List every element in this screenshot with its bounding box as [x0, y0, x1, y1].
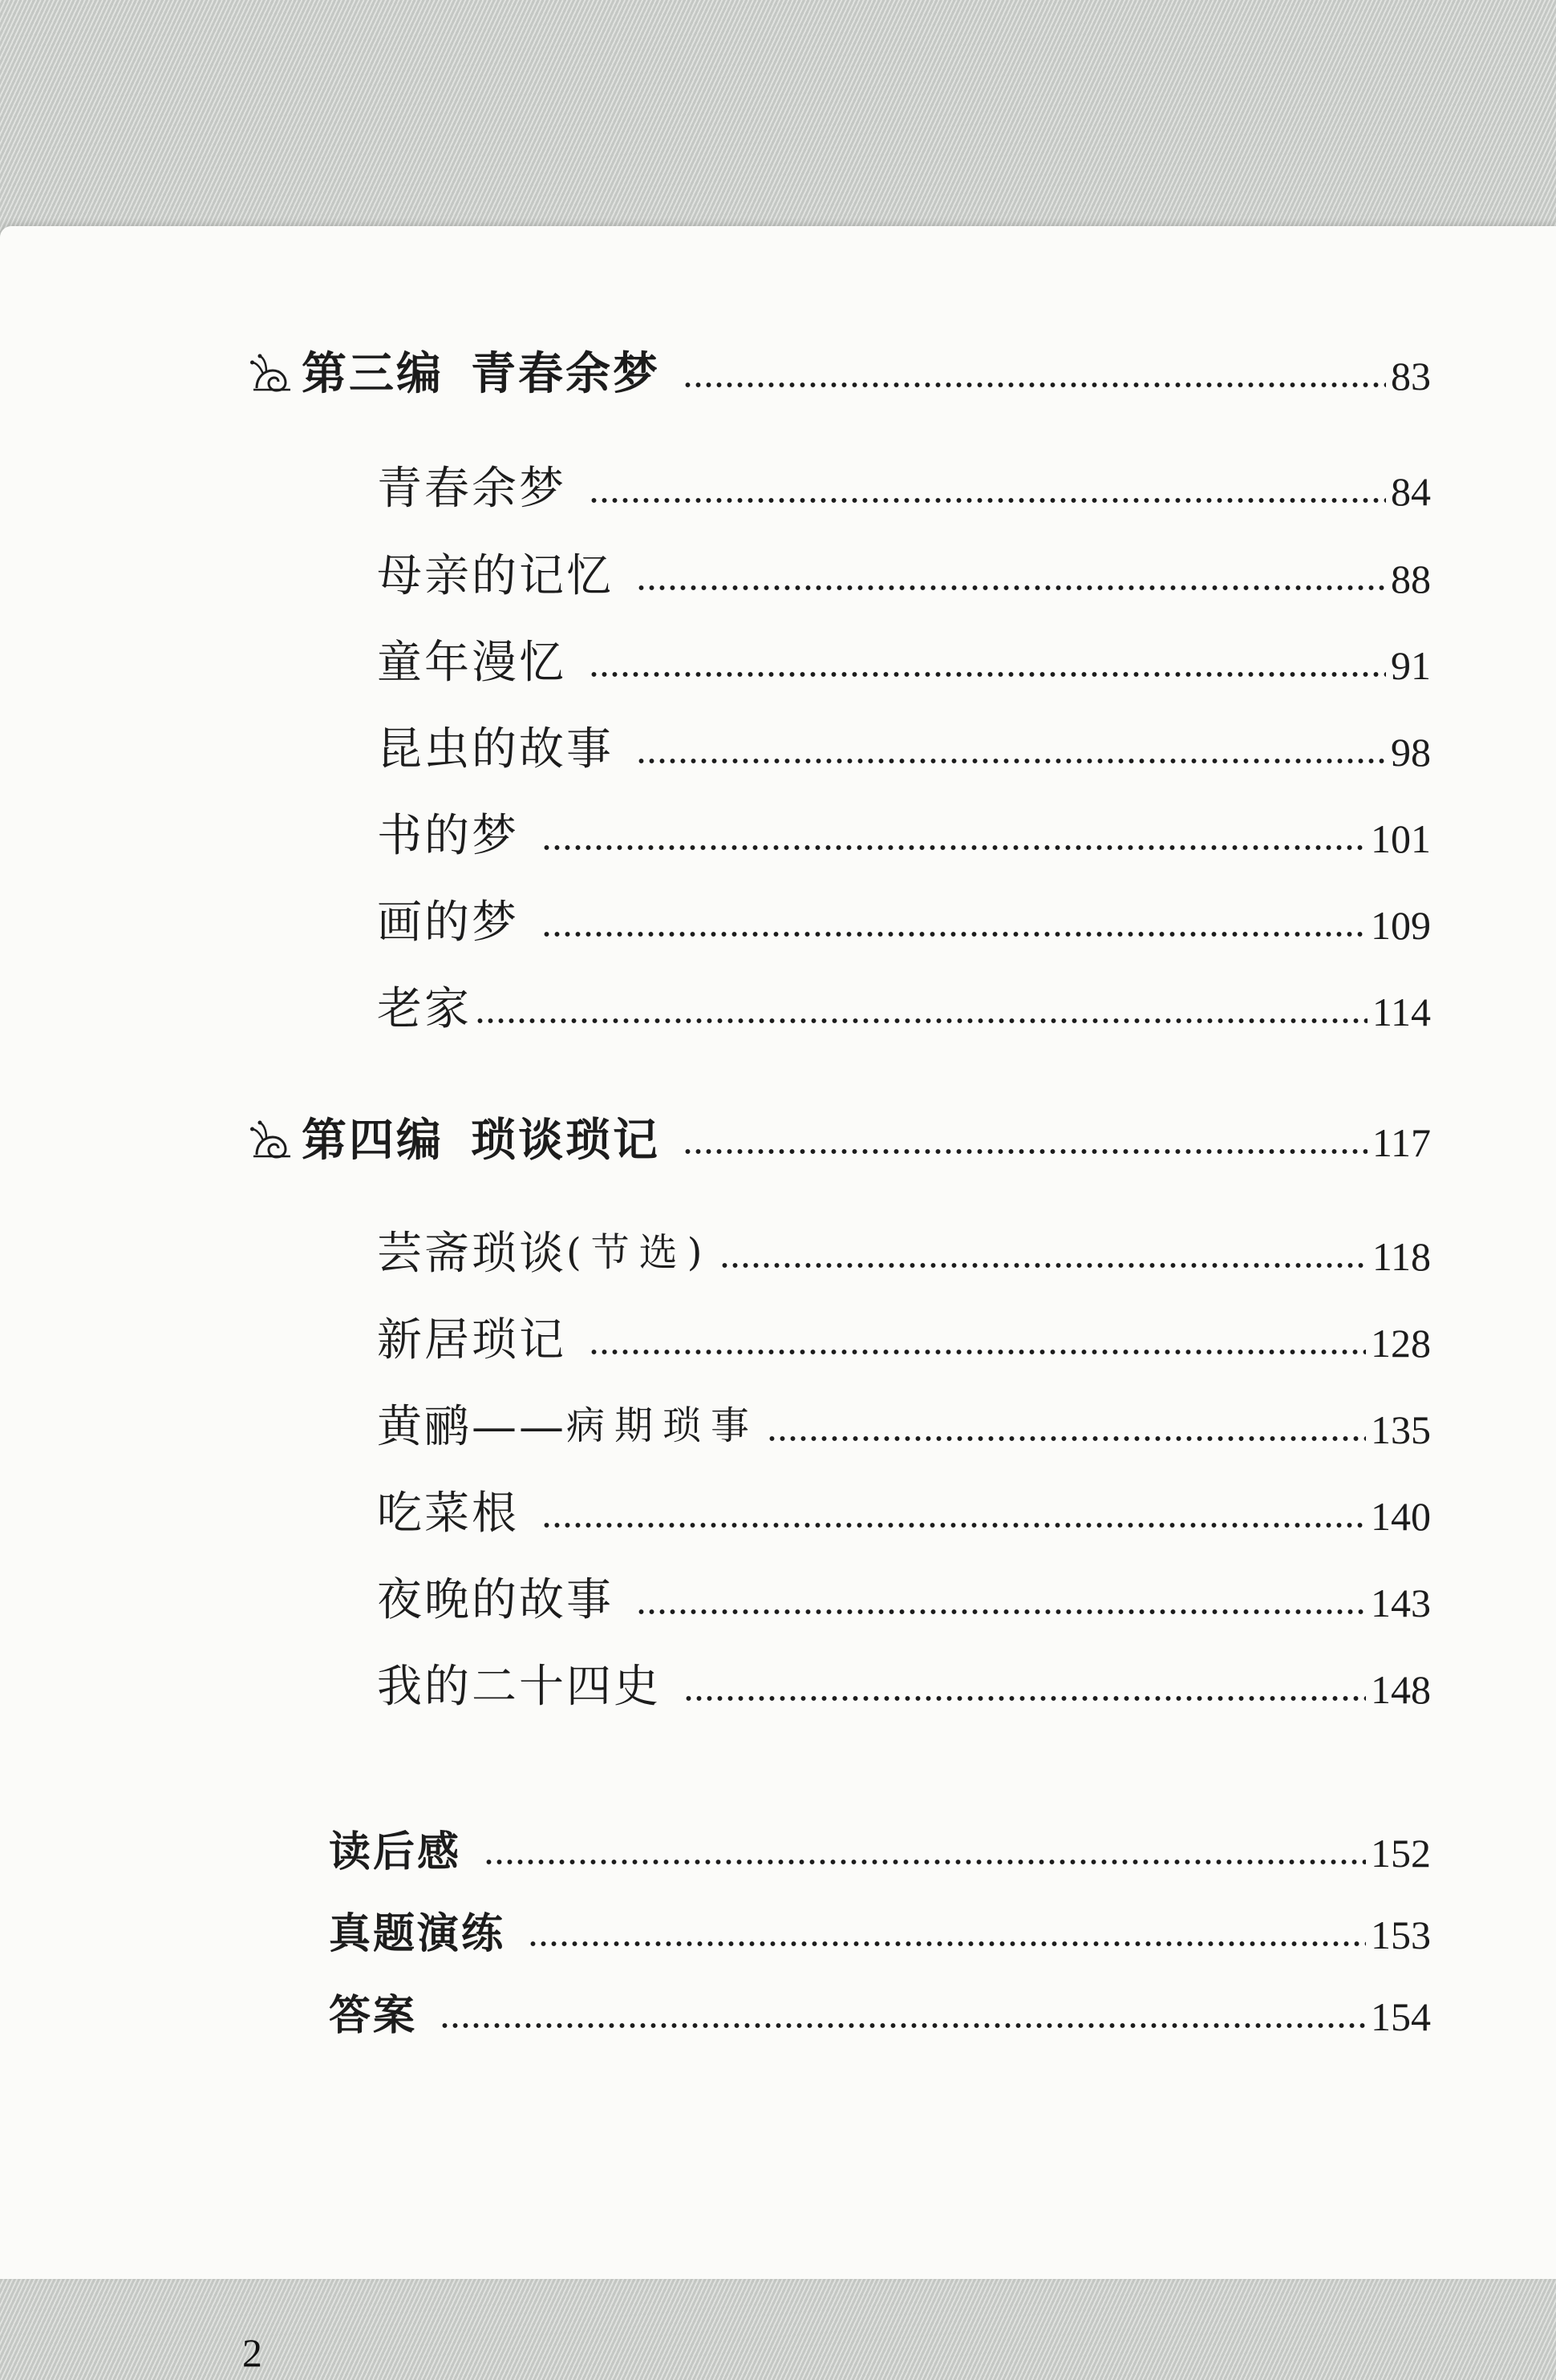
page-number: 135: [1371, 1407, 1431, 1452]
top-margin-band: [0, 0, 1556, 241]
entry-title: 夜晚的故事: [377, 1574, 614, 1626]
page-number: 143: [1371, 1581, 1431, 1625]
entry-title: 童年漫忆: [377, 637, 566, 689]
dot-leader: [767, 1435, 1366, 1442]
toc-entry[interactable]: [377, 1658, 1431, 1713]
toc-entry[interactable]: [377, 548, 1431, 602]
section-label: 第四编: [302, 1114, 444, 1167]
toc-entry-appendix[interactable]: [329, 1822, 1431, 1876]
entry-title: 读后感: [329, 1828, 462, 1876]
page-number: 91: [1391, 643, 1431, 688]
bottom-margin-band: [0, 2276, 1556, 2380]
toc-entry[interactable]: [377, 634, 1431, 689]
entry-subtitle: 病期琐事: [566, 1403, 760, 1448]
page-number: 88: [1391, 557, 1431, 601]
snail-ornament-icon: [250, 353, 294, 393]
page-number: 117: [1372, 1120, 1431, 1165]
page-folio: 2: [242, 2330, 262, 2375]
dot-leader: [475, 1018, 1368, 1024]
toc-entry[interactable]: [377, 1485, 1431, 1540]
dot-leader: [589, 671, 1386, 678]
dot-leader: [636, 585, 1386, 591]
entry-title: 黄鹂——: [377, 1401, 566, 1453]
dot-leader: [589, 497, 1386, 504]
toc-entry-appendix[interactable]: [329, 1904, 1431, 1958]
dot-leader: [528, 1941, 1366, 1947]
entry-title: 老家: [377, 983, 472, 1035]
section-heading[interactable]: [250, 345, 1431, 400]
entry-title: 书的梦: [377, 810, 519, 862]
page-number: 109: [1371, 903, 1431, 948]
page-number: 84: [1391, 469, 1431, 514]
entry-title: 画的梦: [377, 897, 519, 949]
toc-entry[interactable]: [377, 808, 1431, 862]
dot-leader: [683, 1695, 1366, 1702]
entry-title: 青春余梦: [377, 463, 566, 515]
toc-entry-appendix[interactable]: [329, 1985, 1431, 2040]
dot-leader: [636, 758, 1386, 764]
dot-leader: [683, 382, 1386, 388]
entry-title: 新居琐记: [377, 1314, 566, 1366]
section-heading[interactable]: [250, 1111, 1431, 1167]
toc-entry[interactable]: [377, 721, 1431, 775]
dot-leader: [541, 931, 1366, 937]
toc-entry[interactable]: [377, 1225, 1431, 1280]
entry-subtitle: (节选): [566, 1230, 712, 1275]
dot-leader: [589, 1349, 1366, 1355]
section-title: 琐谈琐记: [471, 1114, 660, 1167]
page-number: 98: [1391, 730, 1431, 775]
toc-entry[interactable]: [377, 894, 1431, 949]
page-number: 118: [1372, 1234, 1431, 1279]
page-number: 114: [1372, 990, 1431, 1034]
page-number: 154: [1371, 1994, 1431, 2039]
page-number: 148: [1371, 1667, 1431, 1712]
toc-entry[interactable]: [377, 460, 1431, 515]
section-label: 第三编: [302, 347, 444, 400]
page-number: 153: [1371, 1912, 1431, 1957]
page-number: 140: [1371, 1494, 1431, 1539]
entry-title: 真题演练: [329, 1910, 506, 1958]
dot-leader: [484, 1859, 1366, 1865]
dot-leader: [541, 1522, 1366, 1528]
dot-leader: [636, 1609, 1366, 1615]
entry-title: 芸斋琐谈: [377, 1228, 566, 1280]
toc-entry[interactable]: [377, 981, 1431, 1035]
page-number: 128: [1371, 1321, 1431, 1366]
page-number: 152: [1371, 1831, 1431, 1876]
section-title: 青春余梦: [471, 347, 660, 400]
entry-title: 母亲的记忆: [377, 550, 614, 602]
entry-title: 吃菜根: [377, 1488, 519, 1540]
dot-leader: [541, 844, 1366, 851]
dot-leader: [440, 2022, 1366, 2029]
toc-entry[interactable]: [377, 1398, 1431, 1453]
entry-title: 答案: [329, 1992, 418, 2040]
entry-title: 我的二十四史: [377, 1661, 661, 1713]
dot-leader: [683, 1148, 1368, 1155]
toc-entry[interactable]: [377, 1572, 1431, 1626]
entry-title: 昆虫的故事: [377, 723, 614, 775]
page-number: 101: [1371, 816, 1431, 861]
toc-entry[interactable]: [377, 1312, 1431, 1366]
snail-ornament-icon: [250, 1119, 294, 1160]
dot-leader: [719, 1262, 1367, 1269]
page-number: 83: [1391, 354, 1431, 399]
